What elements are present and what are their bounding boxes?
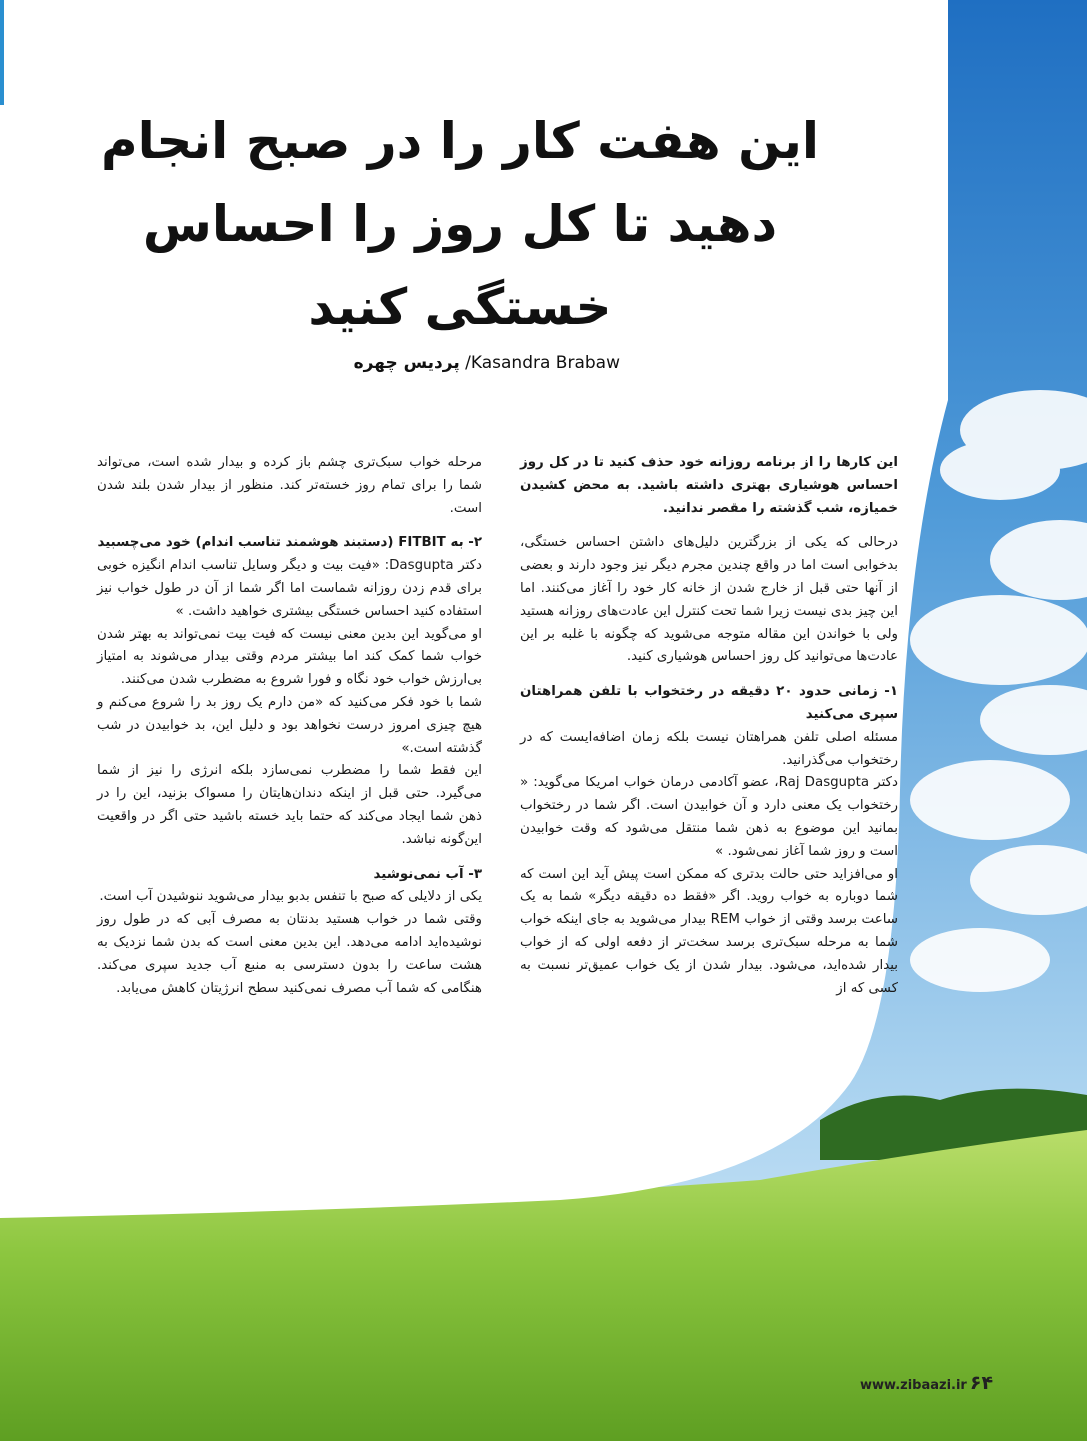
body-paragraph: یکی از دلایلی که صبح با تنفس بدبو بیدار می‌شوید ننوشیدن آب است. (99, 889, 482, 905)
intro-paragraph: درحالی که یکی از بزرگترین دلیل‌های داشتن احساس خستگی، بدخوابی است اما در واقع چندین مجرم دیگر نیز وجود دارند و بعضی از آنها حتی قبل از خارج شدن از خانه کار خود را آغاز می‌کنند. اما این چیز بدی نیست زیرا شما تحت کنترل این عادت‌های روزانه هستید ولی با خواندن این مقاله متوجه می‌شوید که چگونه با غلبه بر این عادت‌ها می‌توانید کل روز احساس هوشیاری کنید. (520, 535, 898, 665)
body-paragraph: وقتی شما در خواب هستید بدنتان به مصرف آبی که در طول روز نوشیده‌اید ادامه می‌دهد. این بدین معنی است که بدن شما نزدیک به هشت ساعت را بدون دسترسی به منبع آب جدید سپری می‌کند. هنگامی که شما آب مصرف نمی‌کنید سطح انرژیتان کاهش می‌یابد. (97, 912, 482, 996)
body-paragraph: شما با خود فکر می‌کنید که «من دارم یک روز بد را شروع می‌کنم و هیچ چیزی امروز درست نخواهد بود و دلیل این، بد خوابیدن در شب گذشته است.» (97, 694, 482, 756)
body-paragraph: این فقط شما را مضطرب نمی‌سازد بلکه انرژی را نیز از شما می‌گیرد. حتی قبل از اینکه دندان‌هایتان را مسواک بزنید، این را در ذهن شما ایجاد می‌کند که حتما باید خسته باشید حتی اگر در واقعیت این‌گونه نباشد. (97, 763, 482, 847)
left-column (97, 452, 482, 1000)
section-heading-3: ۳- آب نمی‌نوشید (373, 866, 482, 882)
body-paragraph: دکتر Raj Dasgupta، عضو آکادمی درمان خواب امریکا می‌گوید: « رختخواب یک معنی دارد و آن خوابیدن است. اگر شما در رختخواب بمانید این موضوع به ذهن شما منتقل می‌شود که وقت خوابیدن است و روز شما آغاز نمی‌شود. » (520, 775, 898, 859)
translator-name: پردیس چهره (353, 353, 460, 373)
body-paragraph: او می‌گوید این بدین معنی نیست که فیت بیت نمی‌تواند به بهتر شدن خواب شما کمک کند اما بیشتر مردم وقتی بیدار می‌شوند به امتیاز بی‌ارزش خواب خود نگاه و فورا شروع به مضطرب شدن می‌کنند. (97, 626, 482, 688)
section-heading-2: ۲- به FITBIT (دستبند هوشمند تناسب اندام) خود می‌چسبید (97, 535, 482, 551)
byline (300, 353, 620, 373)
page-footer (860, 1372, 993, 1394)
body-paragraph: مسئله اصلی تلفن همراهتان نیست بلکه زمان اضافه‌ایست که در رختخواب می‌گذرانید. (520, 729, 898, 768)
lead-paragraph: این کارها را از برنامه روزانه خود حذف کنید تا در کل روز احساس هوشیاری بهتری داشته باشید. به محض کشیدن خمیازه، شب گذشته را مقصر ندانید. (520, 455, 898, 516)
body-paragraph: دکتر Dasgupta: «فیت بیت و دیگر وسایل تناسب اندام انگیزه خوبی برای قدم زدن روزانه شماست اما اگر شما از آن در طول خواب نیز استفاده کنید احساس خستگی بیشتری خواهید داشت. » (97, 558, 482, 619)
article-title: این هفت کار را در صبح انجام دهید تا کل روز را احساس خستگی کنید (100, 112, 820, 336)
accent-bar (0, 0, 4, 105)
right-column (520, 452, 898, 1000)
body-paragraph: مرحله خواب سبک‌تری چشم باز کرده و بیدار شده است، می‌تواند شما را برای تمام روز خسته‌تر کند. منظور از بیدار شدن بلند شدن است. (97, 455, 482, 516)
website-url: www.zibaazi.ir (860, 1378, 967, 1393)
section-heading-1: ۱- زمانی حدود ۲۰ دقیقه در رختخواب با تلفن همراهتان سپری می‌کنید (520, 684, 898, 722)
page-number: ۶۴ (969, 1372, 994, 1394)
body-paragraph: او می‌افزاید حتی حالت بدتری که ممکن است پیش آید این است که شما دوباره به خواب روید. اگر «فقط ده دقیقه دیگر» شما به یک ساعت برسد وقتی از خواب REM بیدار می‌شوید به جای اینکه خواب شما به مرحله سبک‌تری برسد سخت‌تر از دفعه اولی که از خواب بیدار شده‌اید، می‌شود. بیدار شدن از یک خواب عمیق‌تر نسبت به کسی که از (520, 866, 898, 996)
author-name: Kasandra Brabaw/ (465, 353, 620, 373)
